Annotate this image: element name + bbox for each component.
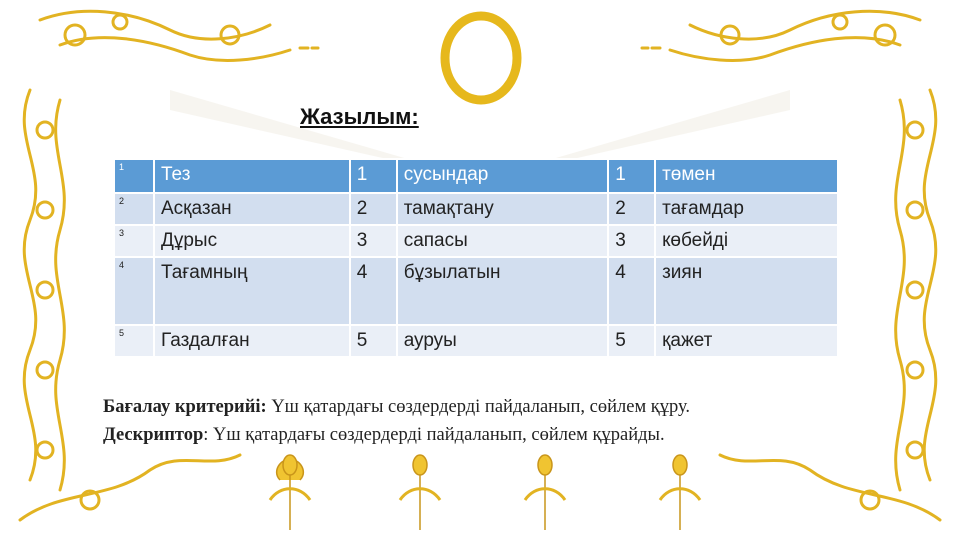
row-number: 4 — [114, 257, 154, 325]
word-cell: Газдалған — [154, 325, 350, 357]
tulip-ornament-icon — [673, 455, 687, 530]
word-cell: бұзылатын — [397, 257, 609, 325]
row-number: 5 — [114, 325, 154, 357]
tulip-ornament-icon — [277, 455, 304, 530]
descriptor-text: : Үш қатардағы сөздердерді пайдаланып, сөйлем құрайды. — [203, 425, 665, 445]
tulip-ornament-icon — [413, 455, 427, 530]
word-cell: сусындар — [397, 159, 609, 193]
word-cell: Тез — [154, 159, 350, 193]
number-cell: 3 — [350, 225, 397, 257]
word-cell: тағамдар — [655, 193, 838, 225]
word-cell: Асқазан — [154, 193, 350, 225]
word-cell: тамақтану — [397, 193, 609, 225]
word-cell: зиян — [655, 257, 838, 325]
number-cell: 4 — [608, 257, 655, 325]
word-cell: Тағамның — [154, 257, 350, 325]
row-number: 1 — [114, 159, 154, 193]
criteria-text: Үш қатардағы сөздердерді пайдаланып, сөйлем құру. — [266, 397, 691, 417]
table-row — [114, 325, 838, 357]
page-title: Жазылым: — [300, 104, 419, 129]
tulip-ornament-icon — [538, 455, 552, 530]
number-cell: 5 — [350, 325, 397, 357]
descriptor-label: Дескриптор — [103, 425, 204, 445]
word-cell: сапасы — [397, 225, 609, 257]
word-cell: Дұрыс — [154, 225, 350, 257]
number-cell: 1 — [350, 159, 397, 193]
number-cell: 5 — [608, 325, 655, 357]
top-ring-icon — [445, 16, 517, 100]
number-cell: 2 — [608, 193, 655, 225]
row-number: 3 — [114, 225, 154, 257]
table-row — [114, 257, 838, 325]
descriptor-line — [103, 421, 690, 449]
criteria-line — [103, 393, 690, 421]
table-row — [114, 193, 838, 225]
word-table — [113, 158, 839, 358]
number-cell: 4 — [350, 257, 397, 325]
number-cell: 3 — [608, 225, 655, 257]
number-cell: 2 — [350, 193, 397, 225]
word-cell: ауруы — [397, 325, 609, 357]
word-cell: көбейді — [655, 225, 838, 257]
assessment-block — [103, 393, 690, 449]
criteria-label: Бағалау критерийі: — [103, 397, 267, 417]
row-number: 2 — [114, 193, 154, 225]
table-row — [114, 159, 838, 193]
number-cell: 1 — [608, 159, 655, 193]
word-cell: қажет — [655, 325, 838, 357]
word-cell: төмен — [655, 159, 838, 193]
table-row — [114, 225, 838, 257]
